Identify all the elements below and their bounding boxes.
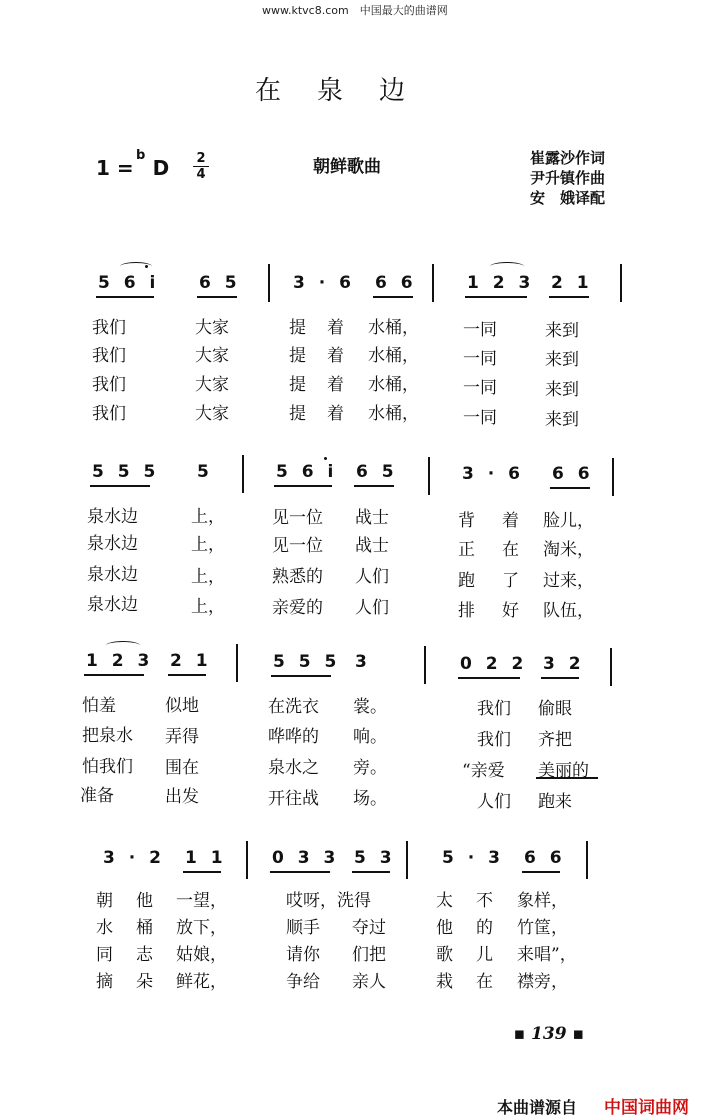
- melody-group: 6 6: [552, 464, 594, 484]
- melody-group: 3 · 6: [293, 273, 355, 293]
- lyric: 好: [502, 601, 519, 621]
- lyric: 裳。: [353, 697, 387, 717]
- melody-group: 6 5: [199, 273, 241, 293]
- lyric: 见一位: [272, 536, 323, 556]
- beam: [197, 296, 237, 298]
- lyric: 过来，: [543, 571, 594, 591]
- melody-group: 0 2 2: [460, 654, 528, 674]
- lyric: 大家: [195, 404, 229, 424]
- slur: [490, 262, 524, 271]
- lyric: 把泉水: [82, 726, 133, 746]
- bar-line: [586, 841, 588, 879]
- credit-lyricist: 崔露沙作词: [530, 149, 606, 167]
- melody-group: 1 2 3: [86, 651, 154, 671]
- lyric: 提: [289, 375, 306, 395]
- credits: [530, 148, 605, 208]
- lyric: 泉水边: [87, 595, 138, 615]
- lyric: 上，: [191, 597, 225, 617]
- lyric: 歌: [436, 945, 453, 965]
- lyric: 准备: [80, 786, 114, 806]
- lyric: 上，: [191, 535, 225, 555]
- lyric: 开往战: [268, 789, 319, 809]
- beam: [458, 677, 520, 679]
- lyric: 美丽的: [538, 761, 589, 781]
- lyric: 响。: [353, 727, 387, 747]
- lyric: 我们: [92, 318, 126, 338]
- lyric: 脸儿，: [543, 511, 594, 531]
- lyric: 了: [502, 571, 519, 591]
- beam: [168, 674, 206, 676]
- lyric: 上，: [191, 507, 225, 527]
- lyric: 着: [502, 511, 519, 531]
- lyric: 朵: [136, 972, 153, 992]
- lyric: 志: [136, 945, 153, 965]
- melody-group: 5 · 3: [442, 848, 504, 868]
- lyric: 来到: [545, 380, 579, 400]
- lyric: 怕羞: [82, 696, 116, 716]
- lyric: 鲜花，: [176, 972, 227, 992]
- melody-group: 5: [197, 462, 213, 482]
- lyric: 围在: [165, 758, 199, 778]
- lyric: 争给: [286, 972, 320, 992]
- bar-line: [610, 648, 612, 686]
- key-signature: [96, 148, 206, 182]
- lyric: 们把: [352, 945, 386, 965]
- credit-composer: 尹升镇作曲: [530, 169, 606, 187]
- bar-line: [428, 457, 430, 495]
- octave-dot: [324, 457, 327, 460]
- lyric: 齐把: [538, 730, 572, 750]
- lyric: 着: [327, 346, 344, 366]
- beam: [90, 485, 150, 487]
- lyric: 提: [289, 404, 306, 424]
- beam: [270, 871, 330, 873]
- lyric: 夺过: [352, 918, 386, 938]
- dash-icon: ▪: [513, 1024, 532, 1044]
- lyric: 人们: [355, 567, 389, 587]
- bar-line: [432, 264, 434, 302]
- time-bottom: 4: [196, 167, 206, 182]
- key-name: D: [152, 156, 170, 180]
- lyric: 人们: [355, 598, 389, 618]
- lyric: 栽: [436, 972, 453, 992]
- lyric: 泉水之: [268, 758, 319, 778]
- lyric: 弄得: [165, 727, 199, 747]
- melody-group: 5 6 i: [276, 462, 338, 482]
- lyric: 泉水边: [87, 507, 138, 527]
- melody-group: 1 2 3: [467, 273, 535, 293]
- lyric: 大家: [195, 318, 229, 338]
- lyric: 泉水边: [87, 534, 138, 554]
- beam: [84, 674, 144, 676]
- page-number-value: 139: [531, 1024, 567, 1044]
- lyric: 我们: [477, 699, 511, 719]
- lyric: 顺手: [286, 918, 320, 938]
- lyric: 哎呀，洗得: [286, 891, 371, 911]
- bar-line: [268, 264, 270, 302]
- beam: [271, 675, 331, 677]
- beam: [274, 485, 332, 487]
- beam: [352, 871, 390, 873]
- lyric: 跑: [458, 571, 475, 591]
- lyric: 象样，: [517, 891, 568, 911]
- lyric: 队伍，: [543, 601, 594, 621]
- lyric: 放下，: [176, 918, 227, 938]
- lyric: 提: [289, 346, 306, 366]
- beam: [550, 487, 590, 489]
- beam: [549, 296, 589, 298]
- lyric: 儿: [476, 945, 493, 965]
- bar-line: [242, 455, 244, 493]
- lyric: 摘: [96, 972, 113, 992]
- bar-line: [246, 841, 248, 879]
- lyric: 似地: [165, 696, 199, 716]
- melody-group: 0 3 3: [272, 848, 340, 868]
- melody-group: 1 1: [185, 848, 227, 868]
- lyric: 太: [436, 891, 453, 911]
- lyric: 水: [96, 918, 113, 938]
- credit-translator: 安 娥译配: [530, 189, 606, 207]
- lyric: 着: [327, 375, 344, 395]
- melody-group: 3 · 6: [462, 464, 524, 484]
- slur: [106, 641, 140, 650]
- lyric: 背: [458, 511, 475, 531]
- lyric-underline: [536, 777, 598, 779]
- melody-group: 5 6 i: [98, 273, 160, 293]
- lyric: 提: [289, 318, 306, 338]
- dash-icon: ▪: [566, 1024, 584, 1044]
- lyric: 我们: [92, 375, 126, 395]
- lyric: 泉水边: [87, 565, 138, 585]
- lyric: 姑娘，: [176, 945, 227, 965]
- lyric: 同: [96, 945, 113, 965]
- lyric: 朝: [96, 891, 113, 911]
- lyric: 上，: [191, 567, 225, 587]
- lyric: 我们: [477, 730, 511, 750]
- lyric: 人们: [477, 792, 511, 812]
- song-title: 在泉边: [255, 76, 442, 106]
- lyric: 正: [458, 540, 475, 560]
- lyric: 来到: [545, 321, 579, 341]
- key-prefix: 1 =: [96, 156, 134, 180]
- bar-line: [236, 644, 238, 682]
- lyric: 淘米，: [543, 540, 594, 560]
- lyric: 竹筐，: [517, 918, 568, 938]
- bar-line: [620, 264, 622, 302]
- lyric: 一同: [463, 320, 497, 340]
- lyric: 偷眼: [538, 699, 572, 719]
- melody-group: 5 5 5: [92, 462, 160, 482]
- lyric: 亲爱的: [272, 598, 323, 618]
- lyric: 一同: [463, 349, 497, 369]
- lyric: 一望，: [176, 891, 227, 911]
- lyric: 他: [136, 891, 153, 911]
- lyric: 出发: [165, 787, 199, 807]
- bar-line: [406, 841, 408, 879]
- melody-group: 3 · 2: [103, 848, 165, 868]
- beam: [465, 296, 527, 298]
- lyric: 的: [476, 918, 493, 938]
- lyric: 亲人: [352, 972, 386, 992]
- melody-group: 5 5 5: [273, 652, 341, 672]
- octave-dot: [145, 265, 148, 268]
- song-origin: 朝鲜歌曲: [313, 157, 381, 177]
- melody-group: 6 6: [524, 848, 566, 868]
- melody-group: 2 1: [170, 651, 212, 671]
- lyric: 不: [476, 891, 493, 911]
- lyric: 哗哗的: [268, 727, 319, 747]
- lyric: 来唱”，: [517, 945, 577, 965]
- lyric: 熟悉的: [272, 567, 323, 587]
- lyric: 来到: [545, 410, 579, 430]
- time-signature: [193, 152, 209, 181]
- footer-source: 本曲谱源自: [497, 1098, 578, 1117]
- melody-group: 2 1: [551, 273, 593, 293]
- melody-group: 6 6: [375, 273, 417, 293]
- beam: [541, 677, 579, 679]
- lyric: 在: [476, 972, 493, 992]
- lyric: 桶: [136, 918, 153, 938]
- footer-brand-link[interactable]: 中国词曲网: [604, 1098, 689, 1118]
- lyric: 跑来: [538, 792, 572, 812]
- melody-group: 3: [355, 652, 371, 672]
- lyric: 一同: [463, 408, 497, 428]
- lyric: 襟旁，: [517, 972, 568, 992]
- source-url[interactable]: www.ktvc8.com 中国最大的曲谱网: [262, 4, 448, 17]
- beam: [354, 485, 394, 487]
- lyric: 旁。: [353, 758, 387, 778]
- melody-group: 6 5: [356, 462, 398, 482]
- lyric: 见一位: [272, 508, 323, 528]
- beam: [522, 871, 560, 873]
- beam: [183, 871, 221, 873]
- flat-sign: b: [136, 148, 146, 163]
- lyric: 水桶，: [368, 318, 419, 338]
- lyric: 水桶，: [368, 404, 419, 424]
- lyric: 大家: [195, 375, 229, 395]
- lyric: 我们: [92, 346, 126, 366]
- lyric: 水桶，: [368, 375, 419, 395]
- melody-group: 3 2: [543, 654, 585, 674]
- lyric: 请你: [286, 945, 320, 965]
- lyric: 战士: [355, 508, 389, 528]
- bar-line: [612, 458, 614, 496]
- lyric: 他: [436, 918, 453, 938]
- melody-group: 5 3: [354, 848, 396, 868]
- lyric: “亲爱: [462, 761, 505, 781]
- lyric: 战士: [355, 536, 389, 556]
- bar-line: [424, 646, 426, 684]
- beam: [96, 296, 154, 298]
- lyric: 在: [502, 540, 519, 560]
- lyric: 大家: [195, 346, 229, 366]
- lyric: 着: [327, 318, 344, 338]
- beam: [373, 296, 413, 298]
- lyric: 一同: [463, 378, 497, 398]
- lyric: 来到: [545, 350, 579, 370]
- lyric: 着: [327, 404, 344, 424]
- lyric: 在洗衣: [268, 697, 319, 717]
- time-top: 2: [196, 151, 206, 166]
- page-number: [514, 1024, 584, 1044]
- lyric: 我们: [92, 404, 126, 424]
- lyric: 场。: [353, 789, 387, 809]
- lyric: 水桶，: [368, 346, 419, 366]
- lyric: 排: [458, 601, 475, 621]
- lyric: 怕我们: [82, 757, 133, 777]
